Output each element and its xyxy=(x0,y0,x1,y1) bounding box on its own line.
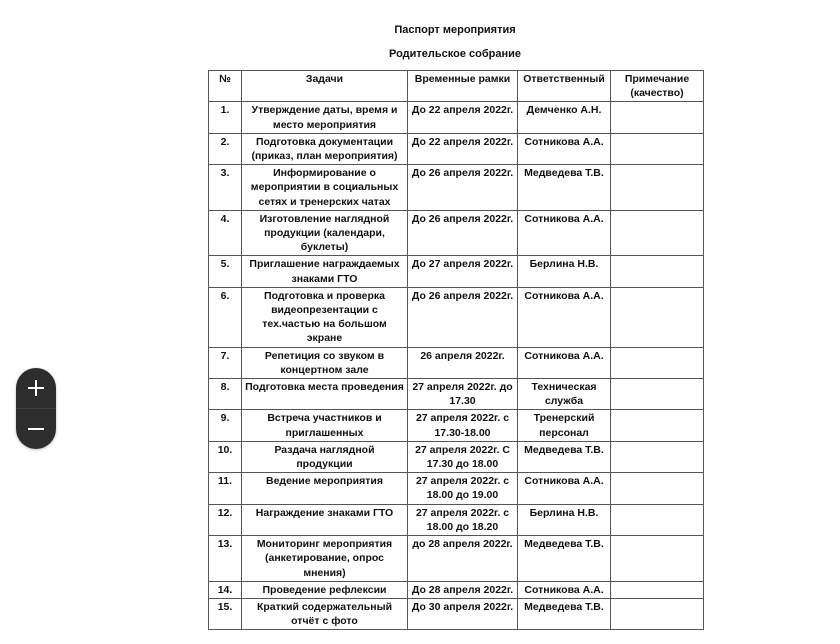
cell-note xyxy=(611,256,704,287)
cell-task: Подготовка места проведения xyxy=(242,379,408,410)
cell-note xyxy=(611,441,704,472)
table-row xyxy=(209,473,704,504)
table-row xyxy=(209,102,704,133)
cell-responsible: Медведева Т.В. xyxy=(518,441,611,472)
cell-number: 11. xyxy=(209,473,242,504)
cell-responsible: Сотникова А.А. xyxy=(518,347,611,378)
cell-responsible: Демченко А.Н. xyxy=(518,102,611,133)
column-header-tasks: Задачи xyxy=(242,71,408,102)
document-subtitle: Родительское собрание xyxy=(389,48,521,60)
cell-task: Мониторинг мероприятия (анкетирование, опрос мнения) xyxy=(242,536,408,582)
table-row xyxy=(209,598,704,629)
cell-number: 6. xyxy=(209,287,242,347)
cell-note xyxy=(611,581,704,598)
document-title: Паспорт мероприятия xyxy=(394,24,516,36)
cell-timeframe: До 28 апреля 2022г. xyxy=(408,581,518,598)
cell-note xyxy=(611,210,704,256)
cell-responsible: Сотникова А.А. xyxy=(518,287,611,347)
cell-task: Подготовка документации (приказ, план мероприятия) xyxy=(242,133,408,164)
cell-note xyxy=(611,102,704,133)
cell-timeframe: До 26 апреля 2022г. xyxy=(408,210,518,256)
cell-responsible: Медведева Т.В. xyxy=(518,165,611,211)
column-header-responsible: Ответственный xyxy=(518,71,611,102)
cell-timeframe: 27 апреля 2022г. с 18.00 до 18.20 xyxy=(408,504,518,535)
cell-responsible: Медведева Т.В. xyxy=(518,536,611,582)
cell-number: 10. xyxy=(209,441,242,472)
table-row xyxy=(209,287,704,347)
cell-timeframe: до 28 апреля 2022г. xyxy=(408,536,518,582)
cell-task: Ведение мероприятия xyxy=(242,473,408,504)
cell-responsible: Сотникова А.А. xyxy=(518,581,611,598)
cell-task: Утверждение даты, время и место мероприятия xyxy=(242,102,408,133)
cell-number: 2. xyxy=(209,133,242,164)
cell-task: Подготовка и проверка видеопрезентации с тех.частью на большом экране xyxy=(242,287,408,347)
table-body xyxy=(209,102,704,630)
cell-note xyxy=(611,410,704,441)
zoom-in-button[interactable] xyxy=(16,368,56,408)
cell-responsible: Сотникова А.А. xyxy=(518,133,611,164)
cell-task: Награждение знаками ГТО xyxy=(242,504,408,535)
cell-task: Раздача наглядной продукции xyxy=(242,441,408,472)
cell-note xyxy=(611,598,704,629)
table-row xyxy=(209,210,704,256)
cell-note xyxy=(611,287,704,347)
cell-task: Встреча участников и приглашенных xyxy=(242,410,408,441)
cell-number: 15. xyxy=(209,598,242,629)
table-row xyxy=(209,165,704,211)
table-header-row xyxy=(209,71,704,102)
cell-responsible: Медведева Т.В. xyxy=(518,598,611,629)
cell-timeframe: До 22 апреля 2022г. xyxy=(408,102,518,133)
cell-responsible: Сотникова А.А. xyxy=(518,473,611,504)
cell-timeframe: 27 апреля 2022г. с 18.00 до 19.00 xyxy=(408,473,518,504)
cell-number: 4. xyxy=(209,210,242,256)
cell-task: Репетиция со звуком в концертном зале xyxy=(242,347,408,378)
cell-timeframe: До 30 апреля 2022г. xyxy=(408,598,518,629)
cell-responsible: Техническая служба xyxy=(518,379,611,410)
event-plan-table xyxy=(208,70,704,630)
cell-timeframe: До 27 апреля 2022г. xyxy=(408,256,518,287)
cell-task: Проведение рефлексии xyxy=(242,581,408,598)
cell-number: 1. xyxy=(209,102,242,133)
cell-note xyxy=(611,536,704,582)
cell-responsible: Берлина Н.В. xyxy=(518,504,611,535)
cell-number: 5. xyxy=(209,256,242,287)
cell-number: 14. xyxy=(209,581,242,598)
cell-timeframe: 26 апреля 2022г. xyxy=(408,347,518,378)
cell-timeframe: 27 апреля 2022г. до 17.30 xyxy=(408,379,518,410)
minus-icon xyxy=(28,421,44,437)
table-row xyxy=(209,410,704,441)
table-row xyxy=(209,256,704,287)
table-row xyxy=(209,379,704,410)
cell-number: 8. xyxy=(209,379,242,410)
plus-icon xyxy=(28,380,44,396)
cell-timeframe: До 22 апреля 2022г. xyxy=(408,133,518,164)
zoom-out-button[interactable] xyxy=(16,409,56,449)
cell-number: 3. xyxy=(209,165,242,211)
cell-number: 12. xyxy=(209,504,242,535)
table-row xyxy=(209,536,704,582)
table-row xyxy=(209,441,704,472)
column-header-number: № xyxy=(209,71,242,102)
cell-timeframe: 27 апреля 2022г. С 17.30 до 18.00 xyxy=(408,441,518,472)
cell-note xyxy=(611,504,704,535)
cell-note xyxy=(611,347,704,378)
column-header-note: Примечание (качество) xyxy=(611,71,704,102)
cell-number: 9. xyxy=(209,410,242,441)
table-row xyxy=(209,347,704,378)
cell-timeframe: 27 апреля 2022г. с 17.30-18.00 xyxy=(408,410,518,441)
table-row xyxy=(209,581,704,598)
column-header-timeframe: Временные рамки xyxy=(408,71,518,102)
cell-task: Информирование о мероприятии в социальных сетях и тренерских чатах xyxy=(242,165,408,211)
cell-number: 7. xyxy=(209,347,242,378)
cell-task: Изготовление наглядной продукции (календари, буклеты) xyxy=(242,210,408,256)
cell-responsible: Тренерский персонал xyxy=(518,410,611,441)
cell-note xyxy=(611,379,704,410)
cell-timeframe: До 26 апреля 2022г. xyxy=(408,165,518,211)
cell-number: 13. xyxy=(209,536,242,582)
cell-timeframe: До 26 апреля 2022г. xyxy=(408,287,518,347)
cell-task: Краткий содержательный отчёт с фото xyxy=(242,598,408,629)
cell-note xyxy=(611,473,704,504)
zoom-controls xyxy=(16,368,56,449)
table-row xyxy=(209,504,704,535)
cell-responsible: Берлина Н.В. xyxy=(518,256,611,287)
cell-task: Приглашение награждаемых знаками ГТО xyxy=(242,256,408,287)
cell-note xyxy=(611,133,704,164)
cell-note xyxy=(611,165,704,211)
table-row xyxy=(209,133,704,164)
cell-responsible: Сотникова А.А. xyxy=(518,210,611,256)
